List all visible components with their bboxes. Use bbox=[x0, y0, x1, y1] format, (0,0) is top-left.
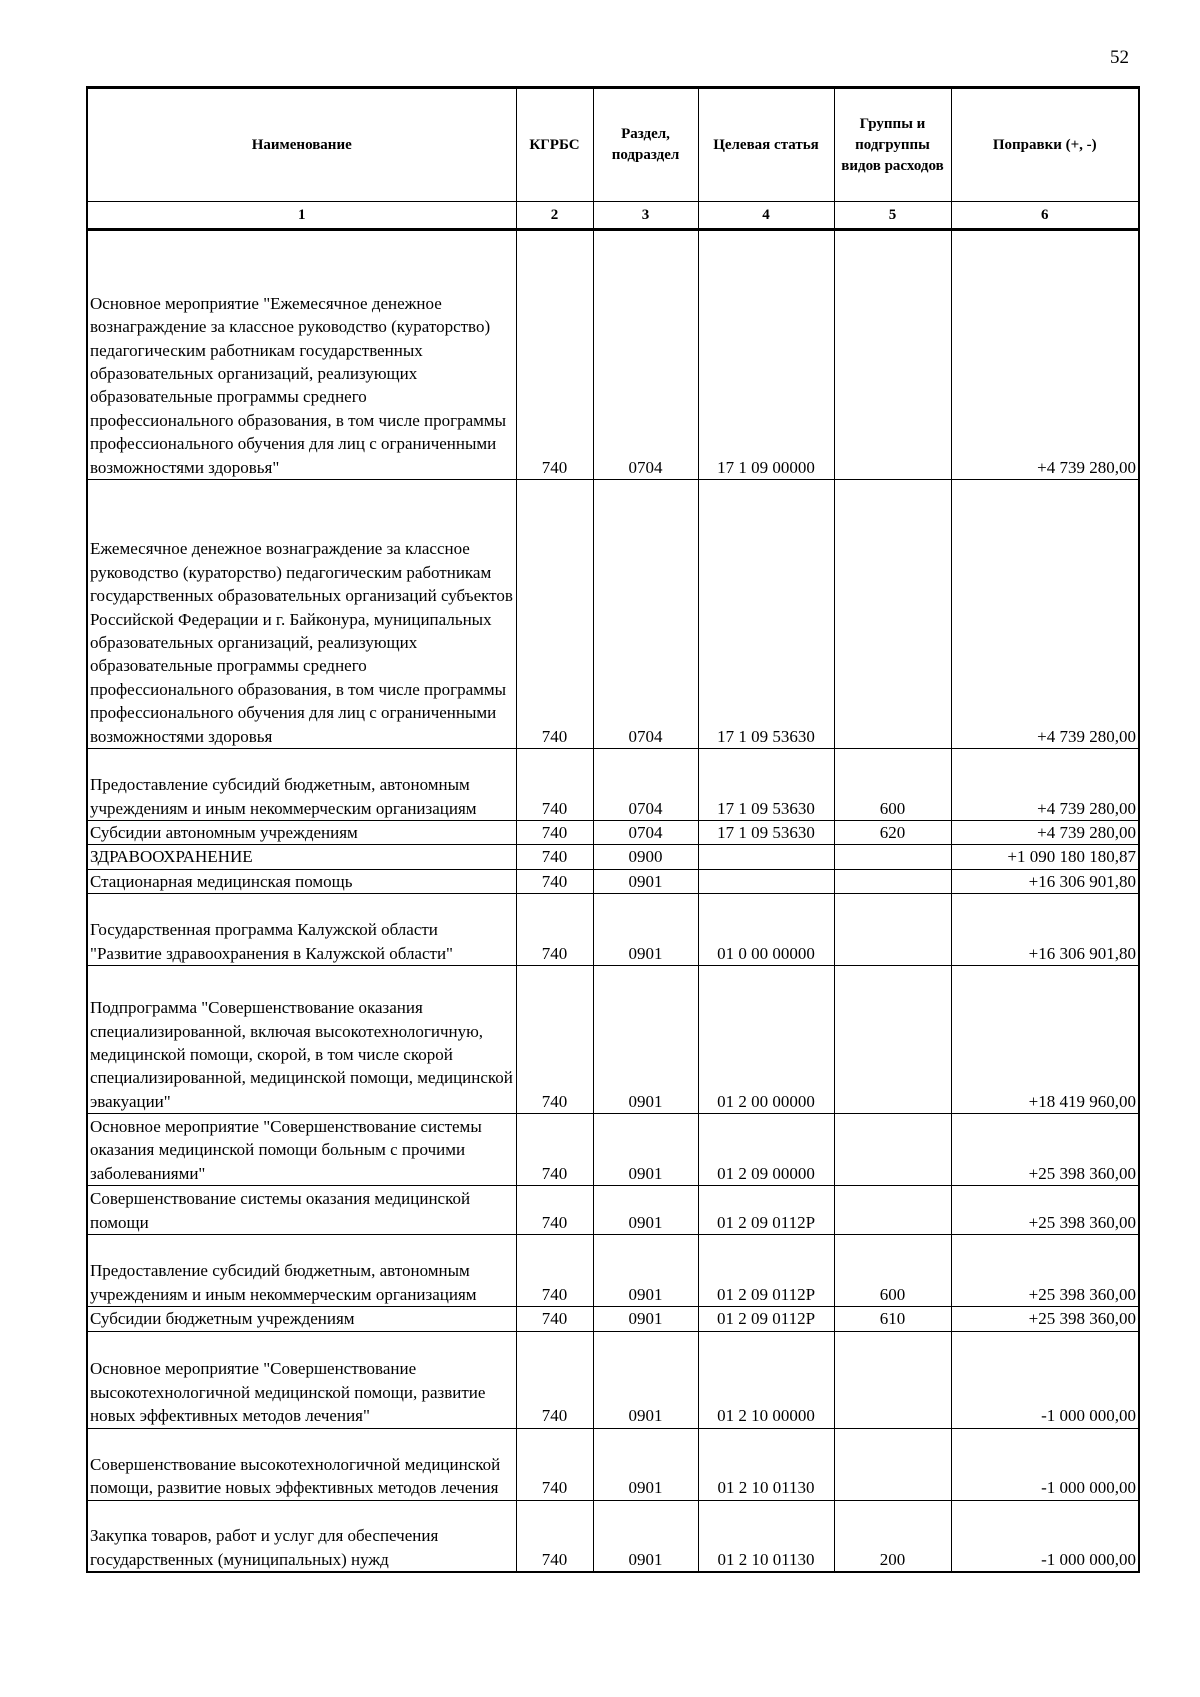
row-amount: +18 419 960,00 bbox=[951, 966, 1139, 1114]
table-row bbox=[87, 845, 1139, 869]
row-amount: -1 000 000,00 bbox=[951, 1331, 1139, 1428]
row-target-article: 01 2 10 00000 bbox=[698, 1331, 834, 1428]
row-expense-group bbox=[834, 966, 951, 1114]
table-row bbox=[87, 966, 1139, 1114]
table-row bbox=[87, 1500, 1139, 1572]
row-section: 0901 bbox=[593, 966, 698, 1114]
row-name: Субсидии бюджетным учреждениям bbox=[87, 1307, 516, 1331]
row-expense-group: 620 bbox=[834, 821, 951, 845]
row-kgrbs: 740 bbox=[516, 1186, 593, 1235]
row-expense-group: 200 bbox=[834, 1500, 951, 1572]
row-section: 0704 bbox=[593, 821, 698, 845]
row-target-article: 17 1 09 53630 bbox=[698, 821, 834, 845]
table-row bbox=[87, 1331, 1139, 1428]
row-amount: +4 739 280,00 bbox=[951, 821, 1139, 845]
row-section: 0900 bbox=[593, 845, 698, 869]
row-amount: -1 000 000,00 bbox=[951, 1428, 1139, 1500]
row-expense-group: 600 bbox=[834, 1235, 951, 1307]
row-amount: -1 000 000,00 bbox=[951, 1500, 1139, 1572]
table-row bbox=[87, 1186, 1139, 1235]
row-target-article: 01 2 09 0112P bbox=[698, 1307, 834, 1331]
row-amount: +4 739 280,00 bbox=[951, 749, 1139, 821]
row-kgrbs: 740 bbox=[516, 1307, 593, 1331]
table-row bbox=[87, 894, 1139, 966]
row-target-article: 17 1 09 53630 bbox=[698, 749, 834, 821]
row-expense-group bbox=[834, 1428, 951, 1500]
row-name: Основное мероприятие "Совершенствование высокотехнологичной медицинской помощи, развитие новых эффективных методов лечения" bbox=[87, 1331, 516, 1428]
row-kgrbs: 740 bbox=[516, 1114, 593, 1186]
column-number: 2 bbox=[516, 202, 593, 230]
row-name: ЗДРАВООХРАНЕНИЕ bbox=[87, 845, 516, 869]
row-expense-group bbox=[834, 1114, 951, 1186]
row-section: 0704 bbox=[593, 749, 698, 821]
row-kgrbs: 740 bbox=[516, 749, 593, 821]
row-amount: +25 398 360,00 bbox=[951, 1114, 1139, 1186]
row-expense-group bbox=[834, 869, 951, 893]
row-kgrbs: 740 bbox=[516, 966, 593, 1114]
row-target-article: 01 2 09 0112P bbox=[698, 1186, 834, 1235]
row-name: Основное мероприятие "Совершенствование системы оказания медицинской помощи больным с прочими заболеваниями" bbox=[87, 1114, 516, 1186]
row-amount: +25 398 360,00 bbox=[951, 1186, 1139, 1235]
row-amount: +25 398 360,00 bbox=[951, 1235, 1139, 1307]
table-row bbox=[87, 230, 1139, 480]
column-number: 1 bbox=[87, 202, 516, 230]
row-amount: +4 739 280,00 bbox=[951, 230, 1139, 480]
row-target-article bbox=[698, 869, 834, 893]
row-name: Совершенствование системы оказания медицинской помощи bbox=[87, 1186, 516, 1235]
row-name: Ежемесячное денежное вознаграждение за классное руководство (кураторство) педагогическим работникам государственных образовательных организаций субъектов Российской Федерации и г. Байконура, муниципальных образовательных организаций, реализующих образовательные программы среднего профессионального образования, в том числе программы профессионального обучения для лиц с ограниченными возможностями здоровья bbox=[87, 480, 516, 749]
row-kgrbs: 740 bbox=[516, 869, 593, 893]
row-target-article: 01 2 10 01130 bbox=[698, 1500, 834, 1572]
row-kgrbs: 740 bbox=[516, 821, 593, 845]
row-name: Закупка товаров, работ и услуг для обеспечения государственных (муниципальных) нужд bbox=[87, 1500, 516, 1572]
row-kgrbs: 740 bbox=[516, 1428, 593, 1500]
row-amount: +4 739 280,00 bbox=[951, 480, 1139, 749]
header-target: Целевая статья bbox=[698, 88, 834, 202]
row-kgrbs: 740 bbox=[516, 1331, 593, 1428]
row-section: 0901 bbox=[593, 1500, 698, 1572]
row-expense-group bbox=[834, 1331, 951, 1428]
column-number-row bbox=[87, 202, 1139, 230]
row-name: Предоставление субсидий бюджетным, автономным учреждениям и иным некоммерческим организациям bbox=[87, 749, 516, 821]
row-kgrbs: 740 bbox=[516, 480, 593, 749]
row-expense-group bbox=[834, 845, 951, 869]
row-name: Основное мероприятие "Ежемесячное денежное вознаграждение за классное руководство (кураторство) педагогическим работникам государственных образовательных организаций, реализующих образовательные программы среднего профессионального образования, в том числе программы профессионального обучения для лиц с ограниченными возможностями здоровья" bbox=[87, 230, 516, 480]
row-section: 0901 bbox=[593, 894, 698, 966]
row-section: 0901 bbox=[593, 1114, 698, 1186]
row-kgrbs: 740 bbox=[516, 230, 593, 480]
header-section: Раздел, подраздел bbox=[593, 88, 698, 202]
row-name: Государственная программа Калужской области "Развитие здравоохранения в Калужской области" bbox=[87, 894, 516, 966]
row-expense-group: 600 bbox=[834, 749, 951, 821]
row-section: 0901 bbox=[593, 1428, 698, 1500]
row-kgrbs: 740 bbox=[516, 845, 593, 869]
row-section: 0901 bbox=[593, 1235, 698, 1307]
row-target-article: 01 2 09 00000 bbox=[698, 1114, 834, 1186]
row-section: 0901 bbox=[593, 869, 698, 893]
row-name: Стационарная медицинская помощь bbox=[87, 869, 516, 893]
row-target-article: 17 1 09 53630 bbox=[698, 480, 834, 749]
header-name: Наименование bbox=[87, 88, 516, 202]
row-expense-group bbox=[834, 1186, 951, 1235]
row-name: Субсидии автономным учреждениям bbox=[87, 821, 516, 845]
row-expense-group bbox=[834, 894, 951, 966]
row-section: 0901 bbox=[593, 1186, 698, 1235]
row-section: 0901 bbox=[593, 1307, 698, 1331]
row-section: 0704 bbox=[593, 480, 698, 749]
row-amount: +16 306 901,80 bbox=[951, 869, 1139, 893]
column-number: 6 bbox=[951, 202, 1139, 230]
header-row bbox=[87, 88, 1139, 202]
row-kgrbs: 740 bbox=[516, 1235, 593, 1307]
row-expense-group bbox=[834, 230, 951, 480]
row-target-article: 01 2 09 0112P bbox=[698, 1235, 834, 1307]
row-target-article: 01 2 00 00000 bbox=[698, 966, 834, 1114]
row-section: 0704 bbox=[593, 230, 698, 480]
row-expense-group: 610 bbox=[834, 1307, 951, 1331]
header-group: Группы и подгруппы видов расходов bbox=[834, 88, 951, 202]
row-name: Совершенствование высокотехнологичной медицинской помощи, развитие новых эффективных методов лечения bbox=[87, 1428, 516, 1500]
row-amount: +16 306 901,80 bbox=[951, 894, 1139, 966]
column-number: 3 bbox=[593, 202, 698, 230]
table-row bbox=[87, 869, 1139, 893]
table-row bbox=[87, 1428, 1139, 1500]
row-name: Предоставление субсидий бюджетным, автономным учреждениям и иным некоммерческим организациям bbox=[87, 1235, 516, 1307]
column-number: 4 bbox=[698, 202, 834, 230]
header-kgrbs: КГРБС bbox=[516, 88, 593, 202]
row-amount: +25 398 360,00 bbox=[951, 1307, 1139, 1331]
page-number: 52 bbox=[1110, 47, 1129, 68]
row-target-article: 01 0 00 00000 bbox=[698, 894, 834, 966]
row-amount: +1 090 180 180,87 bbox=[951, 845, 1139, 869]
row-section: 0901 bbox=[593, 1331, 698, 1428]
table-row bbox=[87, 1307, 1139, 1331]
row-kgrbs: 740 bbox=[516, 894, 593, 966]
header-amount: Поправки (+, -) bbox=[951, 88, 1139, 202]
table-row bbox=[87, 821, 1139, 845]
budget-amendments-table bbox=[86, 86, 1140, 1573]
row-target-article: 01 2 10 01130 bbox=[698, 1428, 834, 1500]
table-row bbox=[87, 480, 1139, 749]
row-target-article bbox=[698, 845, 834, 869]
table-row bbox=[87, 749, 1139, 821]
table-row bbox=[87, 1235, 1139, 1307]
column-number: 5 bbox=[834, 202, 951, 230]
row-name: Подпрограмма "Совершенствование оказания специализированной, включая высокотехнологичную, медицинской помощи, скорой, в том числе скорой специализированной, медицинской помощи, медицинской эвакуации" bbox=[87, 966, 516, 1114]
row-expense-group bbox=[834, 480, 951, 749]
row-kgrbs: 740 bbox=[516, 1500, 593, 1572]
table-row bbox=[87, 1114, 1139, 1186]
row-target-article: 17 1 09 00000 bbox=[698, 230, 834, 480]
